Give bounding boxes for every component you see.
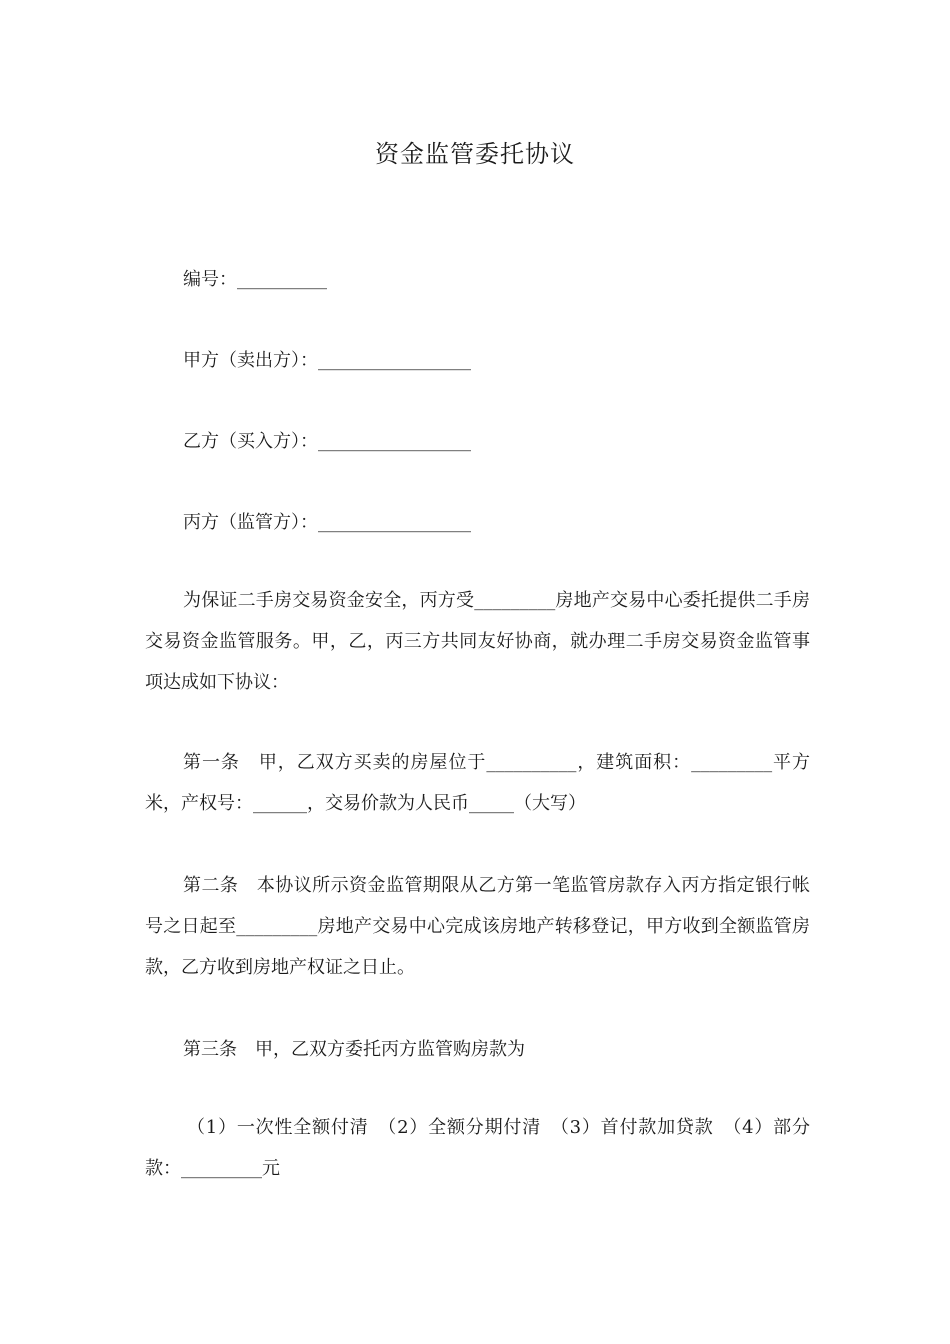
- document-title: 资金监管委托协议: [375, 140, 575, 168]
- field-number: 编号：__________: [183, 269, 327, 290]
- article-3: 第三条 甲，乙双方委托丙方监管购房款为: [183, 1039, 525, 1060]
- field-party-b: 乙方（买入方）：_________________: [183, 431, 471, 452]
- field-party-c: 丙方（监管方）：_________________: [183, 512, 471, 533]
- field-party-a: 甲方（卖出方）：_________________: [183, 350, 471, 371]
- payment-options: （1）一次性全额付清 （2）全额分期付清 （3）首付款加贷款 （4）部分款：_________元: [145, 1117, 810, 1179]
- article-2: 第二条 本协议所示资金监管期限从乙方第一笔监管房款存入丙方指定银行帐号之日起至_________房地产交易中心完成该房地产转移登记，甲方收到全额监管房款，乙方收到房地产权证之日止。: [145, 875, 810, 978]
- article-1: 第一条 甲，乙双方买卖的房屋位于__________，建筑面积：_________平方米，产权号：______，交易价款为人民币_____（大写）: [145, 752, 810, 814]
- intro-paragraph: 为保证二手房交易资金安全，丙方受_________房地产交易中心委托提供二手房交易资金监管服务。甲，乙，丙三方共同友好协商，就办理二手房交易资金监管事项达成如下协议：: [145, 590, 810, 693]
